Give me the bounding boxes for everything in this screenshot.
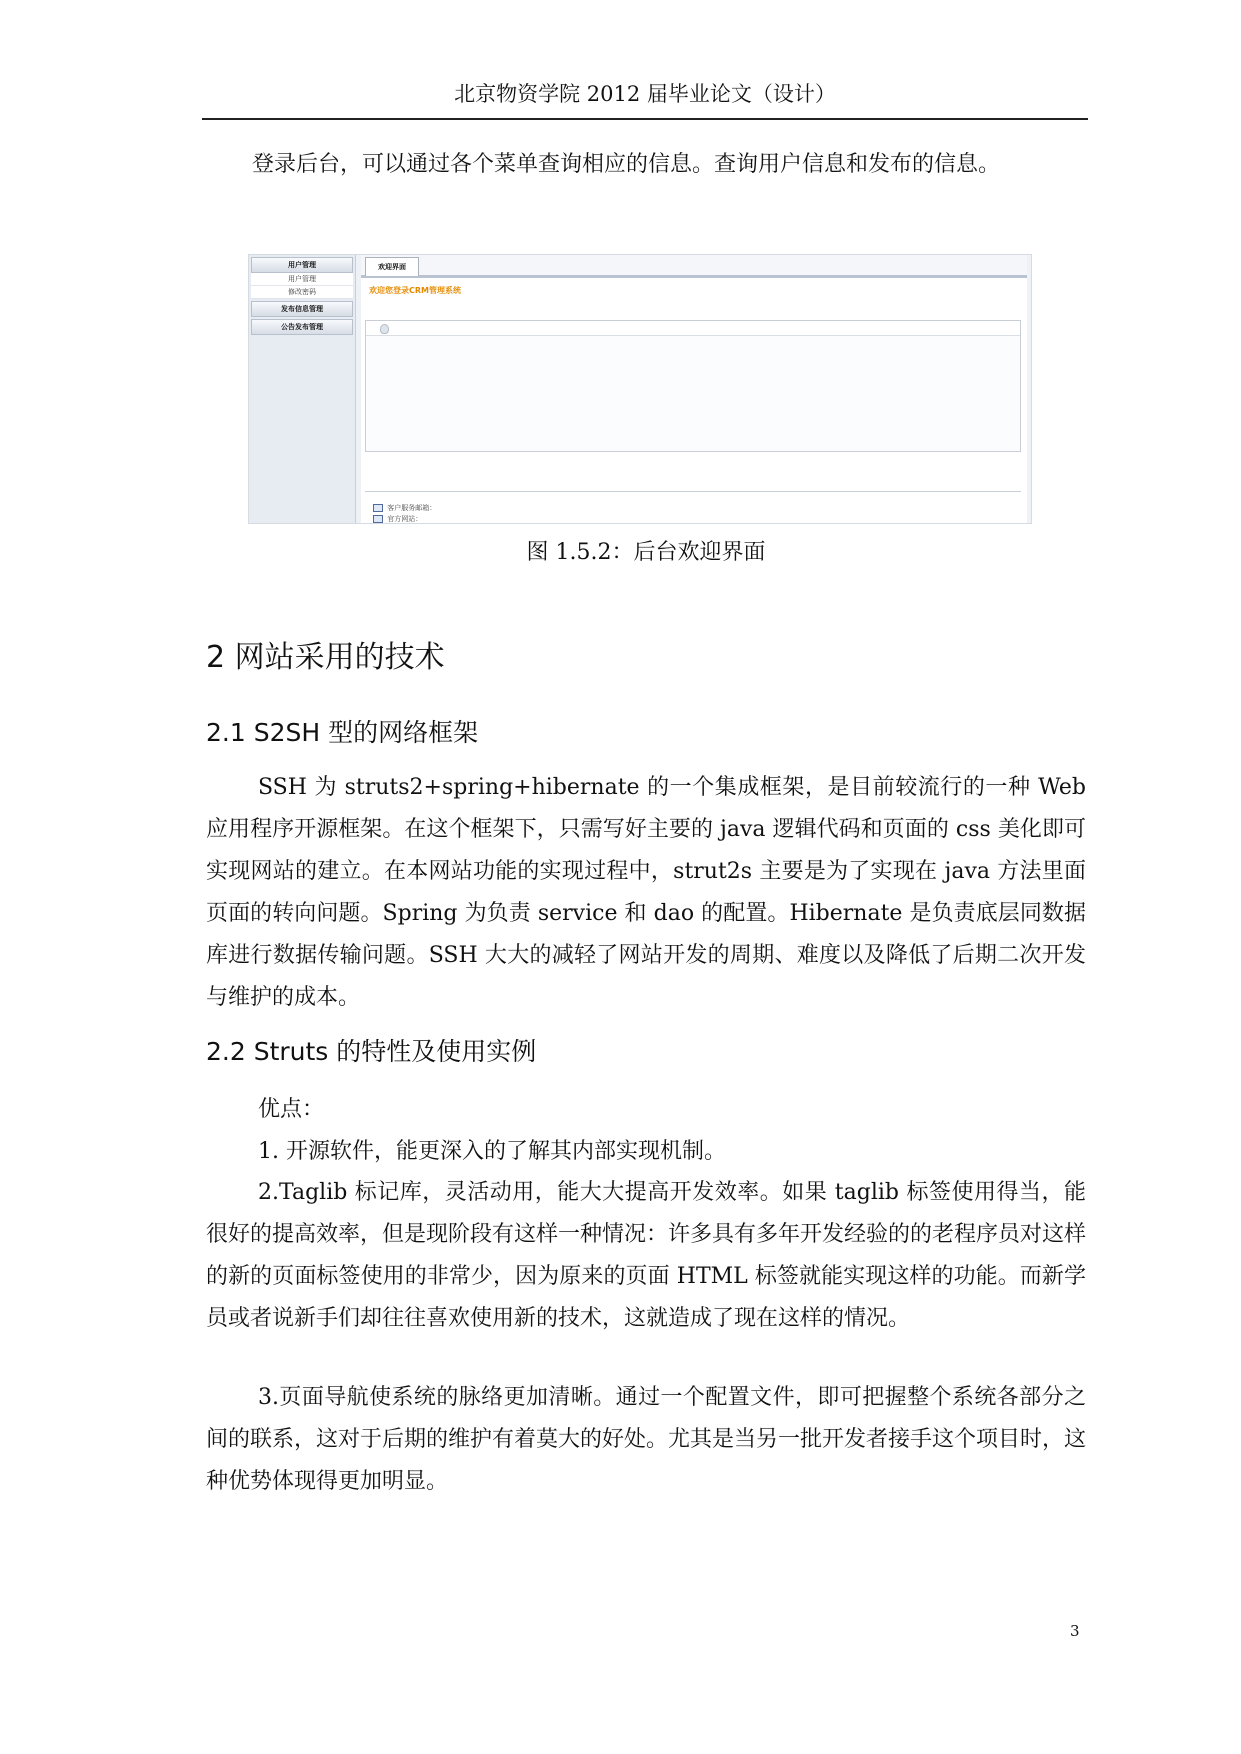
figure-caption: 图 1.5.2：后台欢迎界面 (526, 540, 766, 565)
screenshot-sidebar (249, 255, 356, 523)
header-title: 北京物资学院 2012 届毕业论文（设计） (454, 82, 836, 106)
section-2-1-title: 2.1 S2SH 型的网络框架 (206, 718, 479, 747)
sidebar-user-management-header: 用户管理 (251, 257, 353, 273)
advantage-point-1: 1. 开源软件，能更深入的了解其内部实现机制。 (258, 1139, 726, 1164)
footer-email-label: 客户服务邮箱： (387, 504, 437, 512)
admin-welcome-screenshot (248, 254, 1032, 524)
welcome-content-box (365, 320, 1021, 452)
section-2-title: 2 网站采用的技术 (206, 640, 445, 675)
sidebar-notice-publish-header: 公告发布管理 (251, 319, 353, 335)
section-2-1-paragraph: SSH 为 struts2+spring+hibernate 的一个集成框架，是目前较流行的一种 Web 应用程序开源框架。在这个框架下，只需写好主要的 java 逻辑代码和页面的 css 美化即可实现网站的建立。在本网站功能的实现过程中，strut2s 主要是为了实现在 java 方法里面页面的转向问题。Spring 为负责 service 和 dao 的配置。Hibernate 是负责底层同数据库进行数据传输问题。SSH 大大的减轻了网站开发的周期、难度以及降低了后期二次开发与维护的成本。 (206, 775, 1086, 1010)
advantage-point-2: 2.Taglib 标记库，灵活动用，能大大提高开发效率。如果 taglib 标签使用得当，能很好的提高效率，但是现阶段有这样一种情况：许多具有多年开发经验的的老程序员对这样的新的页面标签使用的非常少，因为原来的页面 HTML 标签就能实现这样的功能。而新学员或者说新手们却往往喜欢使用新的技术，这就造成了现在这样的情况。 (206, 1180, 1087, 1331)
section-2-2-title: 2.2 Struts 的特性及使用实例 (206, 1037, 537, 1066)
page-number: 3 (1070, 1622, 1080, 1640)
welcome-message: 欢迎您登录CRM管理系统 (369, 286, 461, 295)
page-header (202, 82, 1088, 120)
screenshot-tab-bar (361, 255, 1027, 278)
sidebar-item-user-management: 用户管理 (251, 273, 353, 286)
email-icon (373, 504, 383, 512)
footer-site-label: 官方网站： (387, 515, 423, 523)
sidebar-publish-info-header: 发布信息管理 (251, 301, 353, 317)
footer-email-row (373, 503, 436, 513)
footer-site-row (373, 514, 422, 524)
advantages-label: 优点： (258, 1097, 325, 1122)
tab-welcome: 欢迎界面 (365, 257, 419, 276)
footer-divider (365, 491, 1021, 492)
lightbulb-icon (380, 324, 389, 334)
website-icon (373, 515, 383, 523)
intro-paragraph: 登录后台，可以通过各个菜单查询相应的信息。查询用户信息和发布的信息。 (252, 152, 1001, 177)
screenshot-main-panel (361, 255, 1027, 523)
advantage-point-3: 3.页面导航使系统的脉络更加清晰。通过一个配置文件，即可把握整个系统各部分之间的联系，这对于后期的维护有着莫大的好处。尤其是当另一批开发者接手这个项目时，这种优势体现得更加明显。 (206, 1385, 1087, 1494)
content-box-header (366, 321, 1020, 336)
sidebar-item-change-password: 修改密码 (251, 286, 353, 299)
